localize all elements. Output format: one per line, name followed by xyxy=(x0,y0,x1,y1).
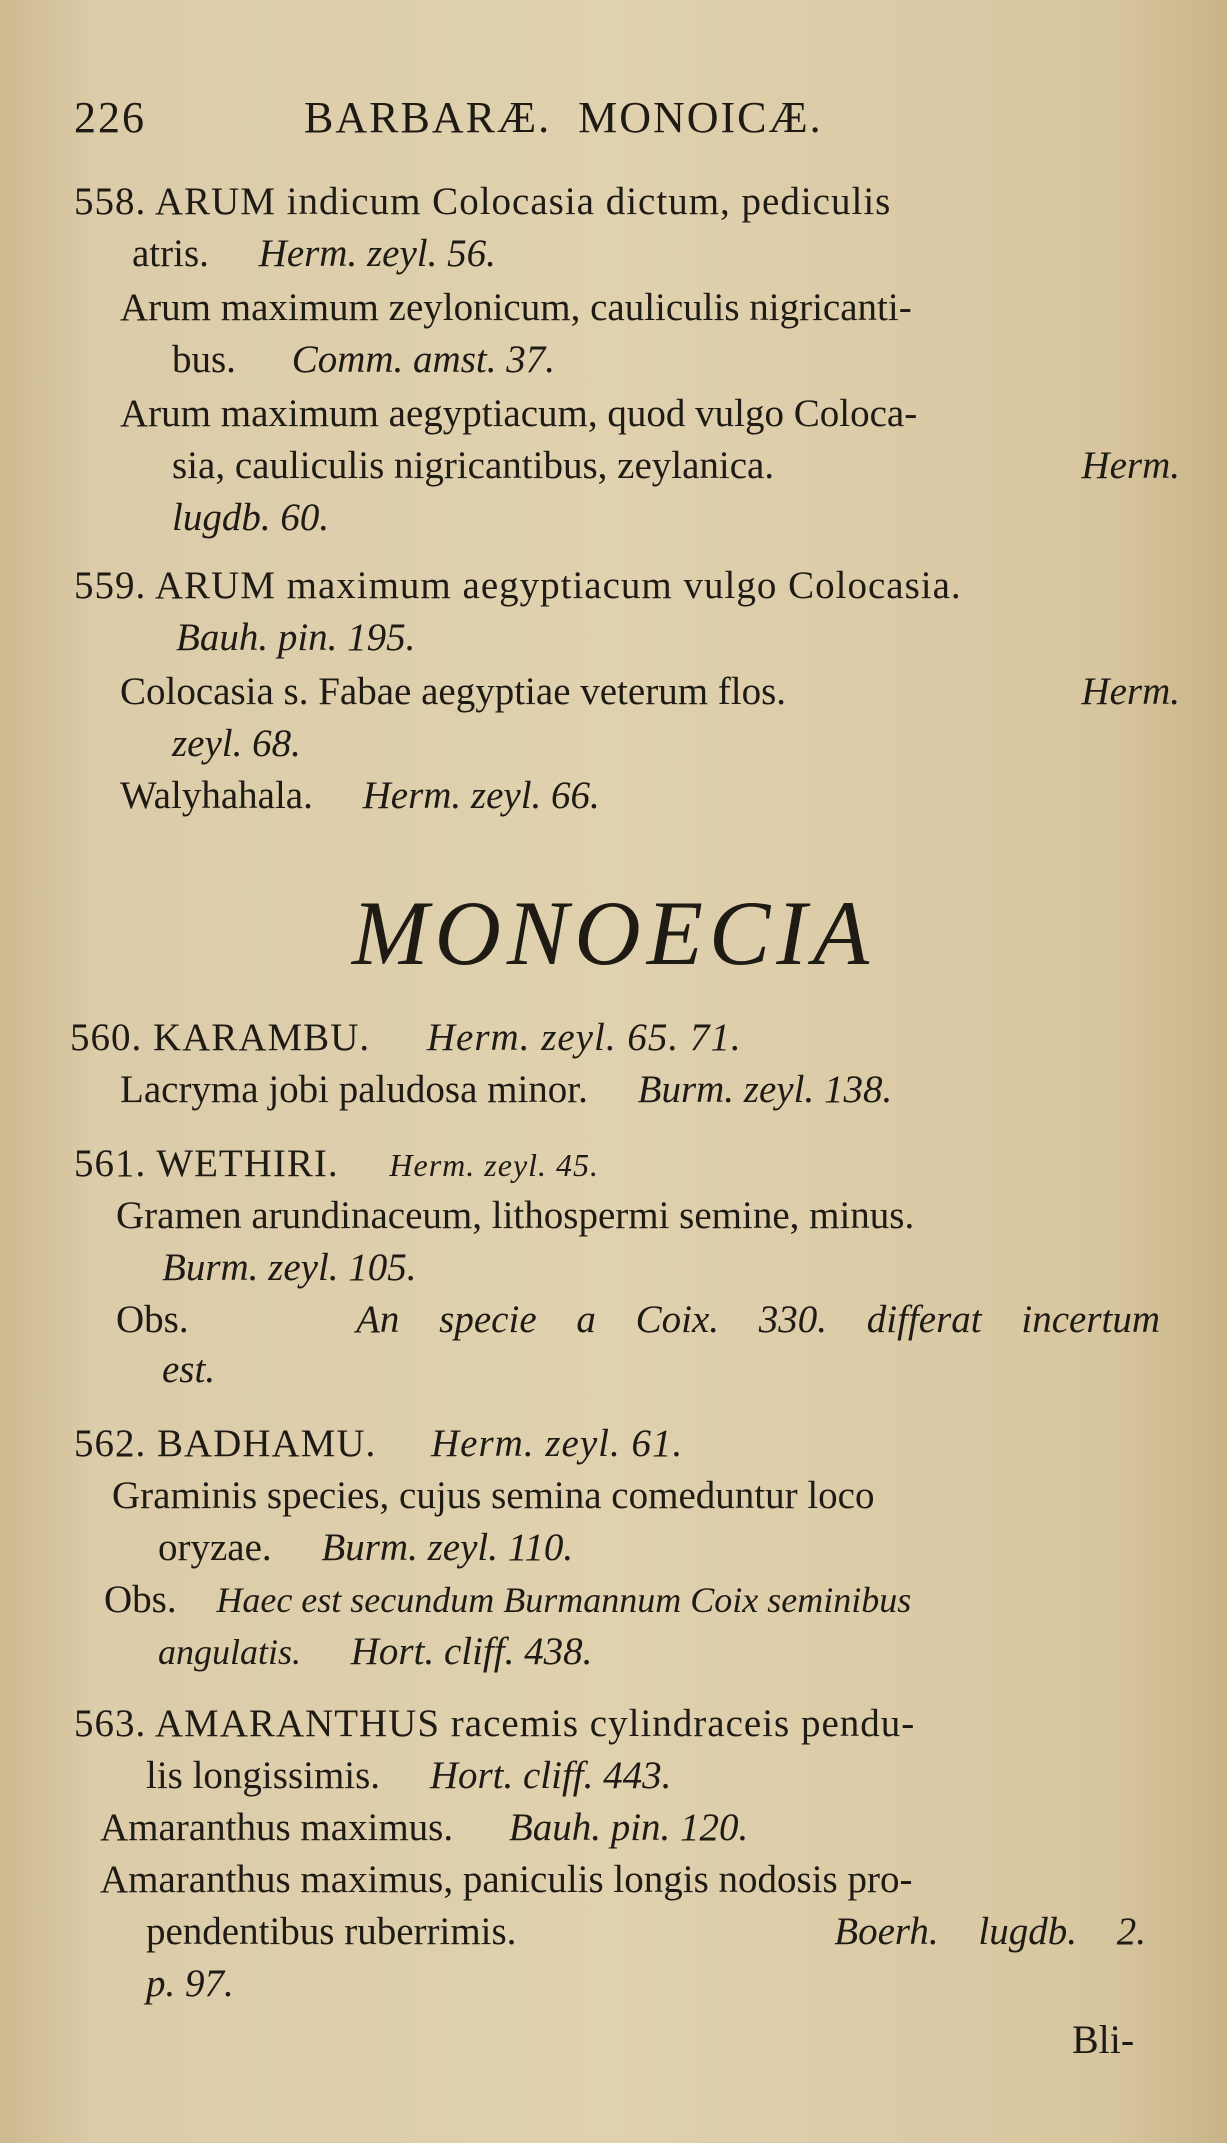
entry-562-line-5: angulatis. Hort. cliff. 438. xyxy=(158,1630,593,1673)
page-header xyxy=(74,92,1154,152)
entry-562-line-1: 562. BADHAMU. Herm. zeyl. 61. xyxy=(74,1422,684,1465)
entry-563-line-5: pendentibus ruberrimis. Boerh. lugdb. 2. xyxy=(146,1910,1146,1953)
entry-562-line-2: Graminis species, cujus semina comeduntur loco xyxy=(112,1474,875,1517)
entry-562-line-3: oryzae. Burm. zeyl. 110. xyxy=(158,1526,574,1569)
page-number: 226 xyxy=(74,93,146,142)
catchword: Bli- xyxy=(1072,2017,1135,2062)
entry-559-line-3: Colocasia s. Fabae aegyptiae veterum flos. Herm. xyxy=(120,670,1180,713)
entry-561-line-3: Burm. zeyl. 105. xyxy=(162,1246,417,1289)
entry-561-line-5: est. xyxy=(162,1348,216,1391)
entry-559-line-4: zeyl. 68. xyxy=(172,722,301,765)
entry-563-line-4: Amaranthus maximus, paniculis longis nodosis pro- xyxy=(100,1858,913,1901)
entry-559-line-5: Walyhahala. Herm. zeyl. 66. xyxy=(120,774,600,817)
entry-560-line-1: 560. KARAMBU. Herm. zeyl. 65. 71. xyxy=(70,1016,742,1059)
entry-559-line-1: 559. ARUM maximum aegyptiacum vulgo Colocasia. xyxy=(74,564,962,607)
entry-562-line-4: Obs. Haec est secundum Burmannum Coix seminibus xyxy=(104,1578,912,1621)
entry-558-line-5: Arum maximum aegyptiacum, quod vulgo Coloca- xyxy=(120,392,918,435)
entry-563-line-3: Amaranthus maximus. Bauh. pin. 120. xyxy=(100,1806,749,1849)
entry-558-line-4: bus. Comm. amst. 37. xyxy=(172,338,555,381)
entry-558-line-3: Arum maximum zeylonicum, cauliculis nigricanti- xyxy=(120,286,912,329)
entry-563-line-6: p. 97. xyxy=(146,1962,234,2005)
entry-558-line-6: sia, cauliculis nigricantibus, zeylanica. Herm. xyxy=(172,444,1180,487)
entry-561-line-4: Obs. An specie a Coix. 330. differat incertum xyxy=(116,1298,1160,1341)
entry-563-line-1: 563. AMARANTHUS racemis cylindraceis pendu- xyxy=(74,1702,916,1745)
section-title: MONOECIA xyxy=(351,882,876,984)
entry-558-line-1: 558. ARUM indicum Colocasia dictum, pediculis xyxy=(74,180,892,223)
entry-563-line-2: lis longissimis. Hort. cliff. 443. xyxy=(146,1754,672,1797)
entry-561-line-2: Gramen arundinaceum, lithospermi semine, minus. xyxy=(116,1194,915,1237)
entry-558-line-7: lugdb. 60. xyxy=(172,496,330,539)
entry-558-line-2: atris. Herm. zeyl. 56. xyxy=(132,232,496,275)
entry-560-line-2: Lacryma jobi paludosa minor. Burm. zeyl. 138. xyxy=(120,1068,893,1111)
running-title: BARBARÆ. MONOICÆ. xyxy=(304,93,823,142)
entry-559-line-2: Bauh. pin. 195. xyxy=(176,616,416,659)
entry-561-line-1: 561. WETHIRI. Herm. zeyl. 45. xyxy=(74,1142,600,1185)
